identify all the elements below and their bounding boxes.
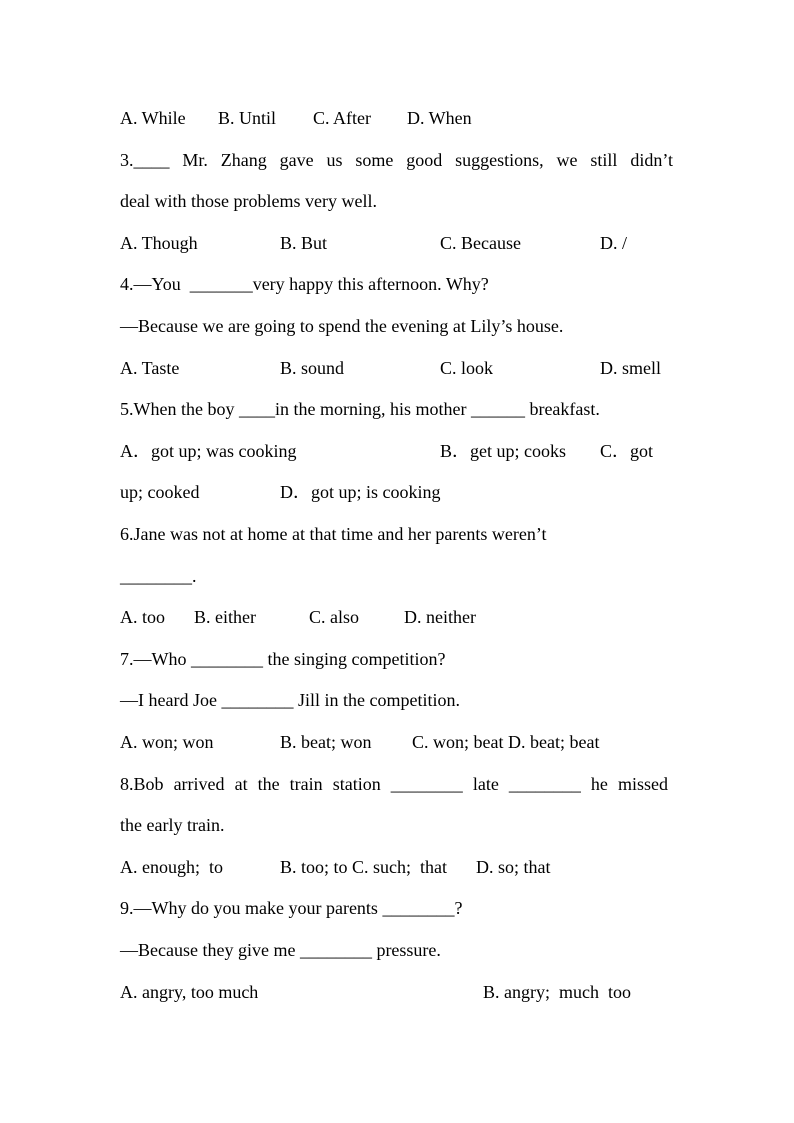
q4-option-b: B. sound bbox=[280, 358, 345, 378]
q2-option-c: C. After bbox=[313, 108, 371, 128]
q8-option-b-c: B. too; to C. such; that bbox=[280, 857, 448, 877]
q4-stem-line2: —Because we are going to spend the evening at Lily’s house. bbox=[120, 316, 564, 336]
q4-option-c: C. look bbox=[440, 358, 494, 378]
q3-option-c: C. Because bbox=[440, 233, 521, 253]
q9-option-a: A. angry, too much bbox=[120, 982, 259, 1002]
q5-option-c: C．got bbox=[600, 441, 654, 461]
q6-option-c: C. also bbox=[309, 607, 360, 627]
q8-stem-line1: 8.Bob arrived at the train station ________ late ________ he missed bbox=[120, 774, 668, 794]
q7-stem-line1: 7.—Who ________ the singing competition? bbox=[120, 649, 446, 669]
q3-option-a: A. Though bbox=[120, 233, 198, 253]
q2-option-b: B. Until bbox=[218, 108, 277, 128]
q5-option-d: D．got up; is cooking bbox=[280, 482, 441, 502]
q9-stem-line2: —Because they give me ________ pressure. bbox=[120, 940, 441, 960]
q3-stem-line1: 3.____ Mr. Zhang gave us some good suggestions, we still didn’t bbox=[120, 150, 673, 170]
q3-option-d: D. / bbox=[600, 233, 627, 253]
q9-option-b: B. angry; much too bbox=[483, 982, 631, 1002]
q6-option-d: D. neither bbox=[404, 607, 476, 627]
q3-option-b: B. But bbox=[280, 233, 328, 253]
q5-option-c-continued: up; cooked bbox=[120, 482, 200, 502]
q8-stem-line2: the early train. bbox=[120, 815, 225, 835]
q6-option-b: B. either bbox=[194, 607, 256, 627]
q7-stem-line2: —I heard Joe ________ Jill in the competition. bbox=[120, 690, 460, 710]
q5-stem-line1: 5.When the boy ____in the morning, his mother ______ breakfast. bbox=[120, 399, 600, 419]
q4-option-a: A. Taste bbox=[120, 358, 180, 378]
q2-option-d: D. When bbox=[407, 108, 472, 128]
q5-option-a: A．got up; was cooking bbox=[120, 441, 297, 461]
q7-option-a: A. won; won bbox=[120, 732, 214, 752]
q7-option-b: B. beat; won bbox=[280, 732, 372, 752]
q4-option-d: D. smell bbox=[600, 358, 661, 378]
q6-option-a: A. too bbox=[120, 607, 165, 627]
q8-option-a: A. enough; to bbox=[120, 857, 223, 877]
q7-option-c-d: C. won; beat D. beat; beat bbox=[412, 732, 600, 752]
q9-stem-line1: 9.—Why do you make your parents ________? bbox=[120, 898, 463, 918]
q6-stem-line2: ________. bbox=[120, 566, 197, 586]
q8-option-d: D. so; that bbox=[476, 857, 551, 877]
q5-option-b: B．get up; cooks bbox=[440, 441, 566, 461]
q3-stem-line2: deal with those problems very well. bbox=[120, 191, 377, 211]
q4-stem-line1: 4.—You _______very happy this afternoon. Why? bbox=[120, 274, 489, 294]
q2-option-a: A. While bbox=[120, 108, 186, 128]
q6-stem-line1: 6.Jane was not at home at that time and her parents weren’t bbox=[120, 524, 547, 544]
